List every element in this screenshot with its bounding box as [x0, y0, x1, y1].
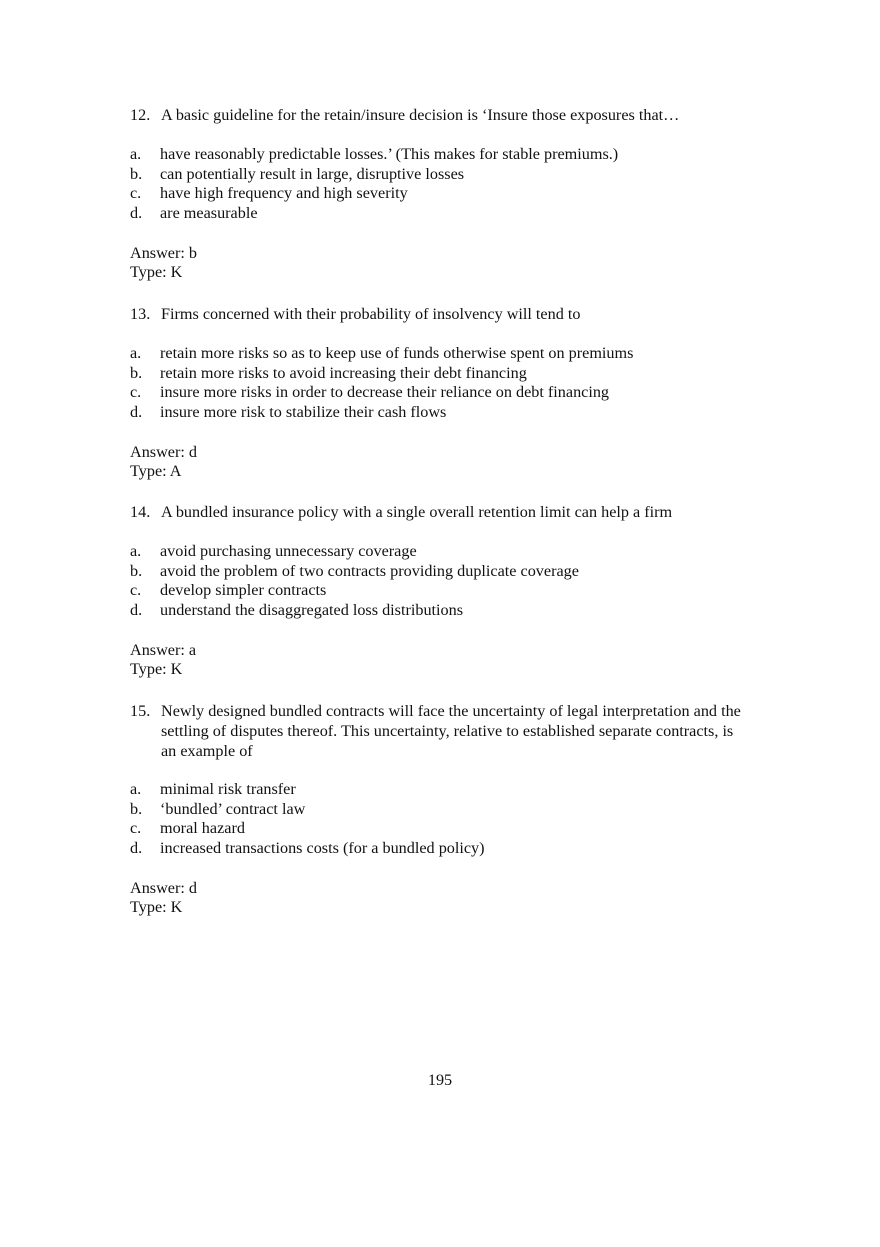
option-c	[130, 581, 770, 601]
option-letter: b.	[130, 363, 143, 382]
option-text: have high frequency and high severity	[160, 184, 408, 202]
question-14	[130, 502, 770, 679]
type-label: Type: K	[130, 263, 183, 281]
question-text: Firms concerned with their probability of insolvency will tend to	[161, 305, 581, 323]
option-a	[130, 542, 770, 562]
option-letter: d.	[130, 203, 143, 222]
option-letter: d.	[130, 402, 143, 421]
answer-label: Answer: d	[130, 879, 197, 897]
question-text: A basic guideline for the retain/insure decision is ‘Insure those exposures that…	[161, 106, 680, 124]
answer-meta	[130, 443, 770, 481]
question-stem	[130, 105, 770, 125]
option-letter: c.	[130, 383, 142, 401]
answer-label: Answer: a	[130, 641, 197, 659]
question-number: 12.	[130, 106, 151, 124]
option-d	[130, 403, 770, 423]
type-label: Type: A	[130, 462, 182, 480]
option-letter: b.	[130, 164, 143, 183]
answer-options	[130, 542, 770, 620]
answer-label: Answer: d	[130, 443, 197, 461]
option-text: avoid purchasing unnecessary coverage	[160, 542, 417, 560]
option-letter: d.	[130, 838, 143, 857]
option-d	[130, 839, 750, 859]
question-stem	[130, 502, 770, 522]
option-c	[130, 383, 770, 403]
answer-label: Answer: b	[130, 244, 197, 262]
option-text: ‘bundled’ contract law	[160, 799, 306, 818]
type-label: Type: K	[130, 660, 183, 678]
option-letter: a.	[130, 542, 142, 560]
option-letter: a.	[130, 344, 142, 362]
option-text: can potentially result in large, disruptive losses	[160, 164, 465, 183]
question-stem	[130, 701, 750, 761]
option-text: have reasonably predictable losses.’ (This makes for stable premiums.)	[160, 145, 619, 163]
option-b	[130, 364, 770, 384]
option-letter: c.	[130, 581, 142, 599]
option-letter: c.	[130, 819, 142, 837]
option-text: moral hazard	[160, 819, 245, 837]
answer-options	[130, 344, 770, 422]
option-text: minimal risk transfer	[160, 780, 296, 798]
question-15	[130, 701, 750, 917]
answer-meta	[130, 244, 770, 282]
option-c	[130, 819, 750, 839]
answer-meta	[130, 641, 770, 679]
option-b	[130, 800, 750, 820]
page-number: 195	[427, 1071, 453, 1089]
option-text: avoid the problem of two contracts providing duplicate coverage	[160, 561, 579, 580]
option-text: insure more risk to stabilize their cash flows	[160, 402, 447, 421]
question-number: 14.	[130, 503, 151, 521]
question-text: Newly designed bundled contracts will face the uncertainty of legal interpretation and the settling of disputes thereof. This uncertainty, relative to established separate contracts, is an example of	[161, 702, 741, 760]
answer-options	[130, 780, 750, 858]
option-c	[130, 184, 770, 204]
question-stem	[130, 304, 770, 324]
question-number: 15.	[130, 702, 151, 720]
option-text: increased transactions costs (for a bundled policy)	[160, 838, 485, 857]
question-number: 13.	[130, 305, 151, 323]
option-letter: b.	[130, 561, 143, 580]
answer-meta	[130, 879, 750, 917]
option-d	[130, 601, 770, 621]
option-letter: a.	[130, 145, 142, 163]
option-text: retain more risks to avoid increasing their debt financing	[160, 363, 527, 382]
question-text: A bundled insurance policy with a single overall retention limit can help a firm	[161, 503, 673, 521]
option-d	[130, 204, 770, 224]
answer-options	[130, 145, 770, 223]
option-text: understand the disaggregated loss distributions	[160, 600, 464, 619]
option-text: retain more risks so as to keep use of funds otherwise spent on premiums	[160, 344, 634, 362]
option-letter: b.	[130, 799, 143, 818]
option-b	[130, 562, 770, 582]
option-text: develop simpler contracts	[160, 581, 327, 599]
option-text: insure more risks in order to decrease their reliance on debt financing	[160, 383, 610, 401]
option-letter: c.	[130, 184, 142, 202]
option-a	[130, 344, 770, 364]
option-a	[130, 780, 750, 800]
option-letter: d.	[130, 600, 143, 619]
option-letter: a.	[130, 780, 142, 798]
option-text: are measurable	[160, 203, 258, 222]
option-b	[130, 165, 770, 185]
question-13	[130, 304, 770, 481]
type-label: Type: K	[130, 898, 183, 916]
question-12	[130, 105, 770, 282]
option-a	[130, 145, 770, 165]
